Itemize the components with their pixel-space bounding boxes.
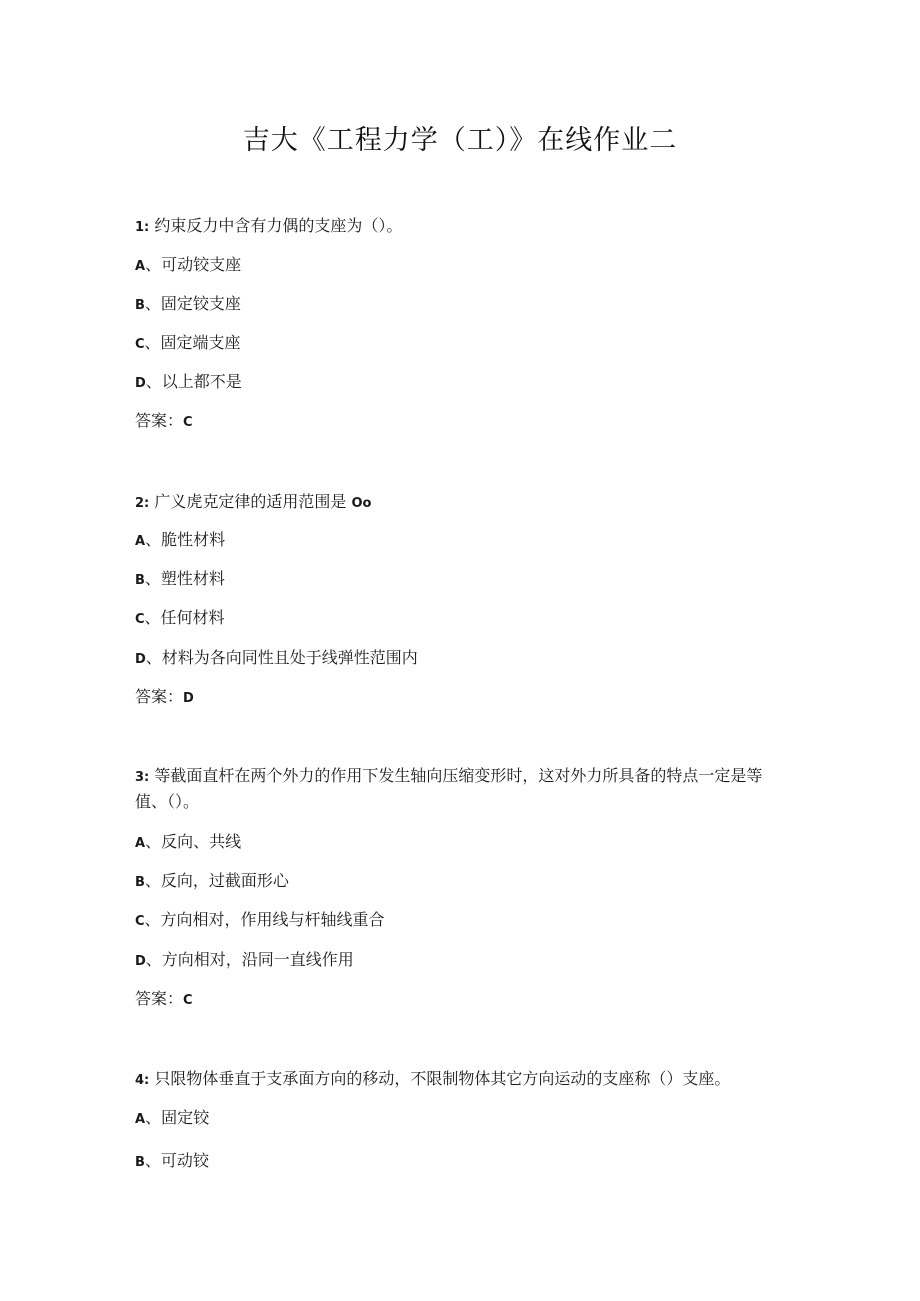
question-separator: : bbox=[144, 770, 150, 785]
option-text: 、固定铰 bbox=[145, 1108, 210, 1127]
question-number: 2 bbox=[135, 496, 145, 511]
option-label: A bbox=[135, 1112, 146, 1127]
question-4-option-b bbox=[135, 1149, 209, 1175]
question-2-option-b bbox=[135, 567, 225, 593]
option-text: 、反向、共线 bbox=[145, 832, 242, 851]
question-3-answer bbox=[135, 987, 193, 1013]
question-3-option-d bbox=[135, 948, 354, 974]
question-2-option-d bbox=[135, 646, 418, 672]
option-label: C bbox=[135, 612, 145, 627]
option-label: D bbox=[135, 376, 146, 391]
question-suffix: Oo bbox=[351, 496, 372, 511]
option-text: 、固定端支座 bbox=[144, 333, 241, 352]
question-2-stem bbox=[135, 490, 371, 516]
answer-prefix: 答案： bbox=[135, 989, 184, 1008]
option-text: 、可动铰支座 bbox=[145, 255, 242, 274]
question-separator: : bbox=[144, 1073, 150, 1088]
option-text: 、方向相对，沿同一直线作用 bbox=[145, 950, 354, 969]
option-text: 、固定铰支座 bbox=[144, 294, 241, 313]
question-3-stem bbox=[135, 764, 775, 814]
answer-value: C bbox=[183, 993, 193, 1008]
option-label: B bbox=[135, 573, 145, 588]
question-number: 1 bbox=[135, 220, 145, 235]
answer-value: C bbox=[183, 415, 193, 430]
option-label: A bbox=[135, 259, 146, 274]
question-text: 只限物体垂直于支承面方向的移动，不限制物体其它方向运动的支座称（）支座。 bbox=[154, 1069, 731, 1088]
option-text: 、反向，过截面形心 bbox=[144, 871, 289, 890]
question-number: 4 bbox=[135, 1073, 145, 1088]
option-text: 、以上都不是 bbox=[145, 372, 242, 391]
document-title: 吉大《工程力学（工）》在线作业二 bbox=[242, 125, 678, 156]
question-1-option-b bbox=[135, 292, 241, 318]
question-1-answer bbox=[135, 409, 193, 435]
option-label: B bbox=[135, 1155, 145, 1170]
question-1-option-c bbox=[135, 331, 241, 357]
answer-prefix: 答案： bbox=[135, 411, 184, 430]
question-text: 广义虎克定律的适用范围是 bbox=[154, 492, 347, 511]
question-separator: : bbox=[144, 220, 150, 235]
question-2-option-c bbox=[135, 606, 225, 632]
question-4-stem bbox=[135, 1067, 730, 1093]
question-2-option-a bbox=[135, 528, 225, 554]
option-label: C bbox=[135, 914, 145, 929]
answer-prefix: 答案： bbox=[135, 687, 184, 706]
option-text: 、塑性材料 bbox=[144, 569, 225, 588]
question-1-option-a bbox=[135, 253, 241, 279]
question-1-stem bbox=[135, 214, 402, 240]
question-3-option-c bbox=[135, 908, 385, 934]
option-label: B bbox=[135, 298, 145, 313]
question-3-option-b bbox=[135, 869, 289, 895]
question-text: 等截面直杆在两个外力的作用下发生轴向压缩变形时，这对外力所具备的特点一定是等值、（）。 bbox=[135, 766, 763, 811]
option-label: B bbox=[135, 875, 145, 890]
option-label: D bbox=[135, 652, 146, 667]
option-text: 、可动铰 bbox=[144, 1151, 209, 1170]
option-text: 、任何材料 bbox=[144, 608, 225, 627]
question-text: 约束反力中含有力偶的支座为（）。 bbox=[154, 216, 403, 235]
question-2-answer bbox=[135, 685, 194, 711]
question-4-option-a bbox=[135, 1106, 209, 1132]
question-number: 3 bbox=[135, 770, 145, 785]
option-label: C bbox=[135, 337, 145, 352]
option-text: 、脆性材料 bbox=[145, 530, 226, 549]
option-text: 、方向相对，作用线与杆轴线重合 bbox=[144, 910, 385, 929]
option-label: A bbox=[135, 836, 146, 851]
option-label: D bbox=[135, 954, 146, 969]
question-separator: : bbox=[144, 496, 150, 511]
answer-value: D bbox=[183, 691, 194, 706]
option-label: A bbox=[135, 534, 146, 549]
option-text: 、材料为各向同性且处于线弹性范围内 bbox=[145, 648, 418, 667]
question-1-option-d bbox=[135, 370, 242, 396]
question-3-option-a bbox=[135, 830, 241, 856]
